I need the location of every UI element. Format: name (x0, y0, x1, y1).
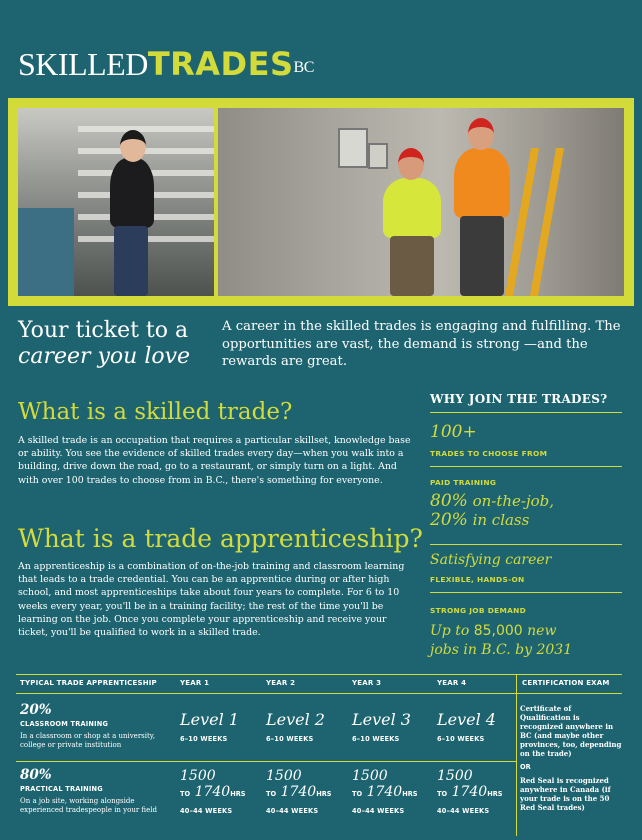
why-satisfying-career: Satisfying career (430, 552, 552, 568)
hours-year1: 1500 TO 1740HRS (180, 768, 246, 800)
weeks-classroom-2: 6–10 WEEKS (266, 735, 314, 743)
hours-year2: 1500 TO 1740HRS (266, 768, 332, 800)
weeks-practical-2: 40–44 WEEKS (266, 807, 319, 815)
weeks-classroom-1: 6–10 WEEKS (180, 735, 228, 743)
table-header-rule (16, 693, 622, 694)
why-job-demand-label: STRONG JOB DEMAND (430, 606, 527, 615)
why-job-demand-value: Up to 85,000 new jobs in B.C. by 2031 (430, 623, 573, 658)
table-top-rule (16, 674, 622, 675)
weeks-classroom-4: 6–10 WEEKS (437, 735, 485, 743)
why-flexible-label: FLEXIBLE, HANDS-ON (430, 575, 525, 584)
hours-year3: 1500 TO 1740HRS (352, 768, 418, 800)
apprenticeship-body: An apprenticeship is a combination of on-the-job training and classroom learning that leads to a trade credential. You can be an apprentice during or after high school, and most apprenticeships take about four years to complete. For 6 to 10 weeks every year, you'll be in a training facility; the rest of the time you'll be learning on the job. Once you complete your apprenticeship and receive your ticket, you'll be qualified to work in a skilled trade. (18, 561, 405, 639)
divider (430, 466, 622, 467)
hours-year4: 1500 TO 1740HRS (437, 768, 503, 800)
level-4: Level 4 (437, 710, 496, 729)
apprenticeship-heading: What is a trade apprenticeship? (18, 524, 423, 553)
weeks-practical-4: 40–44 WEEKS (437, 807, 490, 815)
skilled-trades-bc-logo (18, 44, 314, 84)
skilled-trade-heading: What is a skilled trade? (18, 399, 293, 425)
cert-qualification-text: Certificate of Qualification is recognized anywhere in BC (and maybe other provinces, too, depending on the trade) (520, 704, 622, 758)
divider (430, 544, 622, 545)
classroom-label: CLASSROOM TRAINING (20, 720, 109, 728)
why-trades-count-label: TRADES TO CHOOSE FROM (430, 449, 548, 458)
weeks-practical-3: 40–44 WEEKS (352, 807, 405, 815)
col-header-year3: YEAR 3 (352, 679, 382, 687)
why-paid-training-value: 80% on-the-job, 20% in class (430, 491, 555, 530)
level-1: Level 1 (180, 710, 239, 729)
why-join-rule (430, 412, 622, 413)
logo-bc: BC (293, 59, 314, 76)
level-2: Level 2 (266, 710, 325, 729)
col-header-year4: YEAR 4 (437, 679, 467, 687)
intro-text: A career in the skilled trades is engaging and fulfilling. The opportunities are vast, the demand is strong —and the rewards are great. (222, 319, 621, 369)
cert-red-seal-text: Red Seal is recognized anywhere in Canada (if your trade is on the 50 Red Seal trades) (520, 776, 611, 812)
level-3: Level 3 (352, 710, 411, 729)
practical-pct: 80% (20, 767, 52, 783)
weeks-practical-1: 40–44 WEEKS (180, 807, 233, 815)
tagline-line1: Your ticket to a (18, 318, 189, 343)
logo-skilled: SKILLED (18, 46, 148, 82)
tagline-line2: career you love (18, 344, 191, 369)
practical-label: PRACTICAL TRAINING (20, 785, 103, 793)
why-trades-count: 100+ (430, 422, 477, 442)
photo-woman-in-shop (18, 108, 214, 296)
col-header-typical: TYPICAL TRADE APPRENTICESHIP (20, 679, 157, 687)
practical-desc: On a job site, working alongside experienced tradespeople in your field (20, 797, 157, 814)
table-cert-divider (516, 674, 517, 836)
why-paid-training-label: PAID TRAINING (430, 478, 497, 487)
col-header-year1: YEAR 1 (180, 679, 210, 687)
divider (430, 592, 622, 593)
classroom-pct: 20% (20, 702, 52, 718)
col-header-year2: YEAR 2 (266, 679, 296, 687)
photo-two-tradespeople (218, 108, 624, 296)
weeks-classroom-3: 6–10 WEEKS (352, 735, 400, 743)
classroom-desc: In a classroom or shop at a university, college or private institution (20, 732, 156, 749)
logo-trades: TRADES (147, 45, 294, 83)
table-row-rule (16, 761, 516, 762)
photo-frame (8, 98, 634, 306)
skilled-trade-body: A skilled trade is an occupation that requires a particular skillset, knowledge base or ability. You see the evidence of skilled trades every day—when you walk into a building, drive down the road, go to a restaurant, or simply turn on a light. And with over 100 trades to choose from in B.C., there's something for everyone. (18, 435, 411, 486)
tagline (18, 318, 208, 370)
cert-or: OR (520, 763, 531, 771)
why-join-title: WHY JOIN THE TRADES? (430, 392, 608, 406)
col-header-cert: CERTIFICATION EXAM (522, 679, 610, 687)
